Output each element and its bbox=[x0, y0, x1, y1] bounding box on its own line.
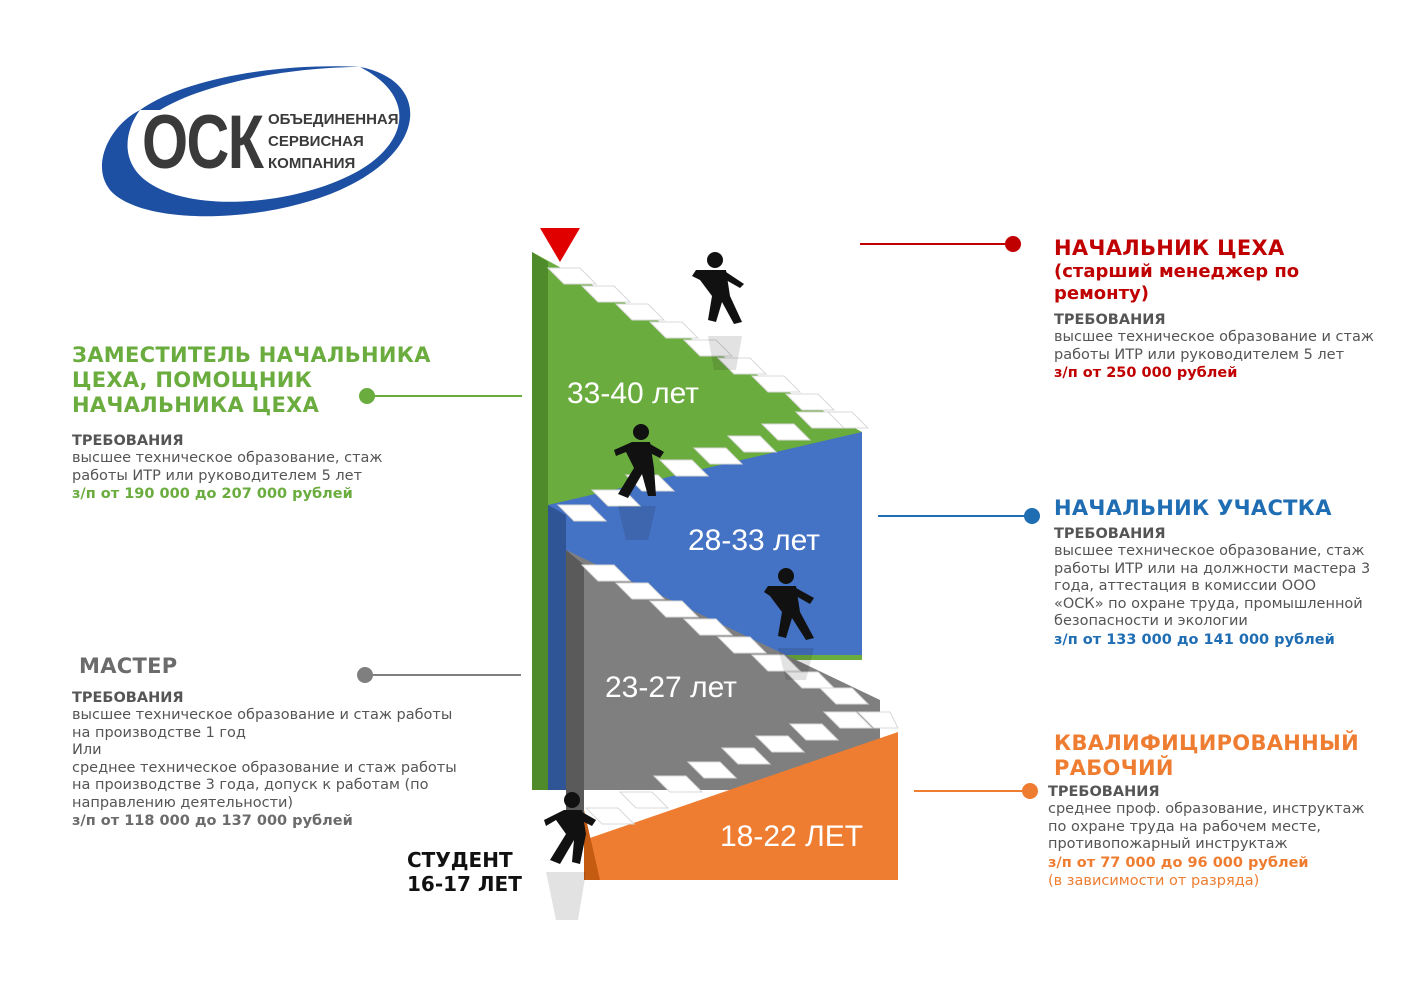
requirements-line: работы ИТР или руководителем 5 лет bbox=[1054, 346, 1345, 363]
role-head-of-workshop bbox=[1054, 236, 1374, 382]
requirements-line: на производстве 1 год bbox=[72, 724, 246, 741]
role-subtitle-line: (старший менеджер по bbox=[1054, 261, 1300, 282]
logo-abbreviation: ОСК bbox=[142, 100, 263, 185]
salary: з/п от 190 000 до 207 000 рублей bbox=[72, 486, 353, 502]
connector-line-head bbox=[860, 243, 1010, 245]
logo-name-line: СЕРВИСНАЯ bbox=[268, 133, 364, 150]
logo-name-line: ОБЪЕДИНЕННАЯ bbox=[268, 111, 399, 128]
role-subtitle bbox=[1054, 261, 1374, 305]
student-label-line: СТУДЕНТ bbox=[407, 848, 513, 872]
requirements-line: высшее техническое образование, стаж bbox=[72, 450, 383, 466]
requirements-line: «ОСК» по охране труда, промышленной bbox=[1054, 595, 1363, 612]
salary: з/п от 133 000 до 141 000 рублей bbox=[1054, 631, 1335, 648]
requirements-line: безопасности и экологии bbox=[1054, 613, 1248, 629]
salary: з/п от 77 000 до 96 000 рублей bbox=[1048, 854, 1309, 871]
connector-dot-head bbox=[1005, 236, 1021, 252]
requirements-text bbox=[72, 450, 431, 485]
role-title: МАСТЕР bbox=[79, 654, 178, 678]
role-title-line: РАБОЧИЙ bbox=[1054, 756, 1174, 780]
role-qualified-worker bbox=[1048, 731, 1364, 890]
salary-note: (в зависимости от разряда) bbox=[1048, 872, 1260, 889]
requirements-text bbox=[1048, 801, 1364, 854]
requirements-line: работы ИТР или на должности мастера 3 bbox=[1054, 560, 1371, 577]
requirements-heading: ТРЕБОВАНИЯ bbox=[1054, 526, 1166, 542]
requirements-line: высшее техническое образование и стаж работы bbox=[72, 707, 453, 723]
top-marker bbox=[540, 228, 580, 262]
stair-block-blue-side bbox=[548, 505, 566, 790]
student-label-line: 16-17 ЛЕТ bbox=[407, 872, 522, 896]
requirements-heading: ТРЕБОВАНИЯ bbox=[1054, 312, 1166, 328]
age-label-orange: 18-22 ЛЕТ bbox=[720, 820, 864, 853]
requirements-heading: ТРЕБОВАНИЯ bbox=[72, 690, 184, 706]
requirements-heading: ТРЕБОВАНИЯ bbox=[1048, 784, 1160, 800]
role-title-line: КВАЛИФИЦИРОВАННЫЙ bbox=[1054, 731, 1359, 755]
role-section-head bbox=[1054, 496, 1370, 649]
stair-block-grey-side bbox=[566, 550, 584, 830]
connector-line-section bbox=[878, 515, 1028, 517]
connector-dot-section bbox=[1024, 508, 1040, 524]
requirements-line: направлению деятельности) bbox=[72, 794, 294, 811]
requirements-text bbox=[72, 707, 457, 812]
requirements-heading: ТРЕБОВАНИЯ bbox=[72, 433, 184, 449]
role-title: НАЧАЛЬНИК УЧАСТКА bbox=[1054, 496, 1332, 520]
salary: з/п от 118 000 до 137 000 рублей bbox=[72, 813, 353, 829]
role-master bbox=[72, 654, 457, 830]
requirements-line: работы ИТР или руководителем 5 лет bbox=[72, 467, 363, 484]
requirements-line: по охране труда на рабочем месте, bbox=[1048, 818, 1321, 835]
role-title-line: ЦЕХА, ПОМОЩНИК bbox=[72, 368, 313, 392]
age-label-green: 33-40 лет bbox=[567, 377, 699, 410]
requirements-line: противопожарный инструктаж bbox=[1048, 836, 1288, 852]
requirements-line: среднее техническое образование и стаж работы bbox=[72, 759, 457, 776]
requirements-line: на производстве 3 года, допуск к работам (по bbox=[72, 777, 429, 793]
logo-name-line: КОМПАНИЯ bbox=[268, 155, 356, 172]
student-label bbox=[407, 848, 522, 896]
requirements-text bbox=[1054, 329, 1374, 364]
connector-dot-worker bbox=[1022, 783, 1038, 799]
stair-block-green-side bbox=[532, 252, 548, 790]
figure-walker-top bbox=[692, 252, 744, 324]
role-subtitle-line: ремонту) bbox=[1054, 283, 1150, 304]
role-deputy-head bbox=[72, 343, 431, 503]
requirements-line: высшее техническое образование и стаж bbox=[1054, 329, 1374, 345]
role-title-line: НАЧАЛЬНИКА ЦЕХА bbox=[72, 393, 320, 417]
age-label-grey: 23-27 лет bbox=[605, 671, 737, 704]
salary: з/п от 250 000 рублей bbox=[1054, 365, 1238, 381]
role-title bbox=[1048, 731, 1364, 781]
role-title: НАЧАЛЬНИК ЦЕХА bbox=[1054, 236, 1285, 260]
requirements-line: Или bbox=[72, 742, 102, 758]
requirements-line: среднее проф. образование, инструктаж bbox=[1048, 801, 1365, 817]
role-title bbox=[72, 343, 431, 418]
connector-line-worker bbox=[914, 790, 1030, 792]
age-label-blue: 28-33 лет bbox=[688, 524, 820, 557]
requirements-line: высшее техническое образование, стаж bbox=[1054, 543, 1365, 559]
role-title-line: ЗАМЕСТИТЕЛЬ НАЧАЛЬНИКА bbox=[72, 343, 431, 367]
requirements-text bbox=[1054, 543, 1370, 631]
requirements-line: года, аттестация в комиссии ООО bbox=[1054, 578, 1317, 594]
